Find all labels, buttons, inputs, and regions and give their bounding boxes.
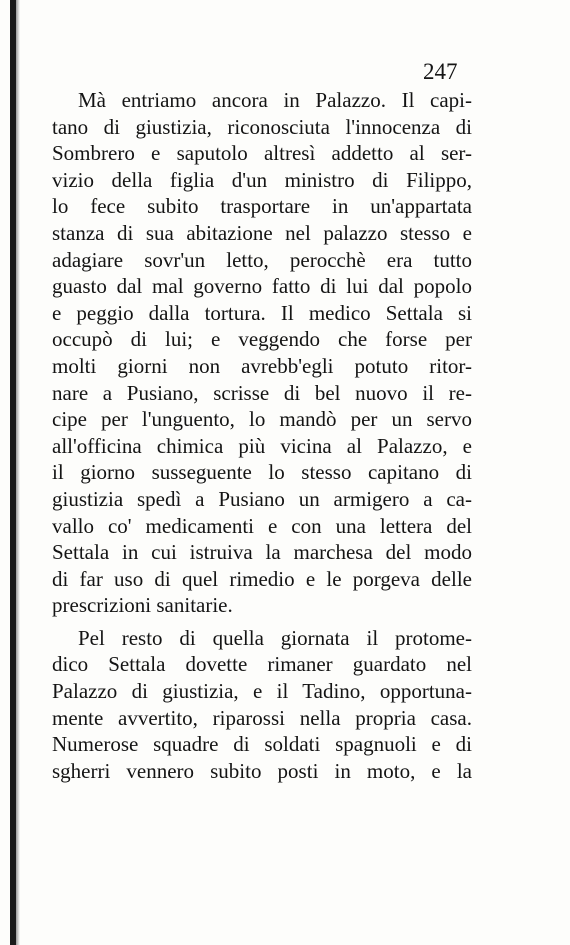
text-line: vallo co' medicamenti e con una lettera del — [52, 513, 472, 538]
text-line: giustizia spedì a Pusiano un armigero a ca- — [52, 486, 472, 511]
text-line: di far uso di quel rimedio e le porgeva delle — [52, 566, 472, 591]
text-line: stanza di sua abitazione nel palazzo stesso e — [52, 220, 472, 245]
text-line: all'officina chimica più vicina al Palazzo, e — [52, 433, 472, 458]
text-line: Sombrero e saputolo altresì addetto al ser- — [52, 141, 472, 166]
text-line: guasto dal mal governo fatto di lui dal popolo — [52, 274, 472, 299]
text-line: Palazzo di giustizia, e il Tadino, opportuna- — [52, 679, 472, 704]
text-line: lo fece subito trasportare in un'appartata — [52, 194, 472, 219]
text-line: nare a Pusiano, scrisse di bel nuovo il re- — [52, 380, 472, 405]
text-line: cipe per l'unguento, lo mandò per un servo — [52, 407, 472, 432]
text-line: vizio della figlia d'un ministro di Filippo, — [52, 167, 472, 192]
text-line: tano di giustizia, riconosciuta l'innocenza di — [52, 114, 472, 139]
text-line: adagiare sovr'un letto, perocchè era tutto — [52, 247, 472, 272]
binding-shadow — [16, 0, 20, 945]
text-line: molti giorni non avrebb'egli potuto ritor- — [52, 353, 472, 378]
text-line: occupò di lui; e veggendo che forse per — [52, 327, 472, 352]
text-line: il giorno susseguente lo stesso capitano di — [52, 460, 472, 485]
body-text — [52, 87, 472, 784]
text-line: mente avvertito, riparossi nella propria casa. — [52, 705, 472, 730]
text-line: Pel resto di quella giornata il protome- — [78, 625, 472, 650]
text-line: prescrizioni sanitarie. — [52, 593, 233, 618]
text-line: sgherri vennero subito posti in moto, e la — [52, 758, 472, 783]
text-line: Settala in cui istruiva la marchesa del modo — [52, 540, 472, 565]
text-line: dico Settala dovette rimaner guardato nel — [52, 652, 472, 677]
page-number: 247 — [423, 59, 458, 84]
text-line: Mà entriamo ancora in Palazzo. Il capi- — [78, 88, 472, 112]
text-line: e peggio dalla tortura. Il medico Settala si — [52, 300, 472, 325]
text-line: Numerose squadre di soldati spagnuoli e di — [52, 732, 472, 757]
